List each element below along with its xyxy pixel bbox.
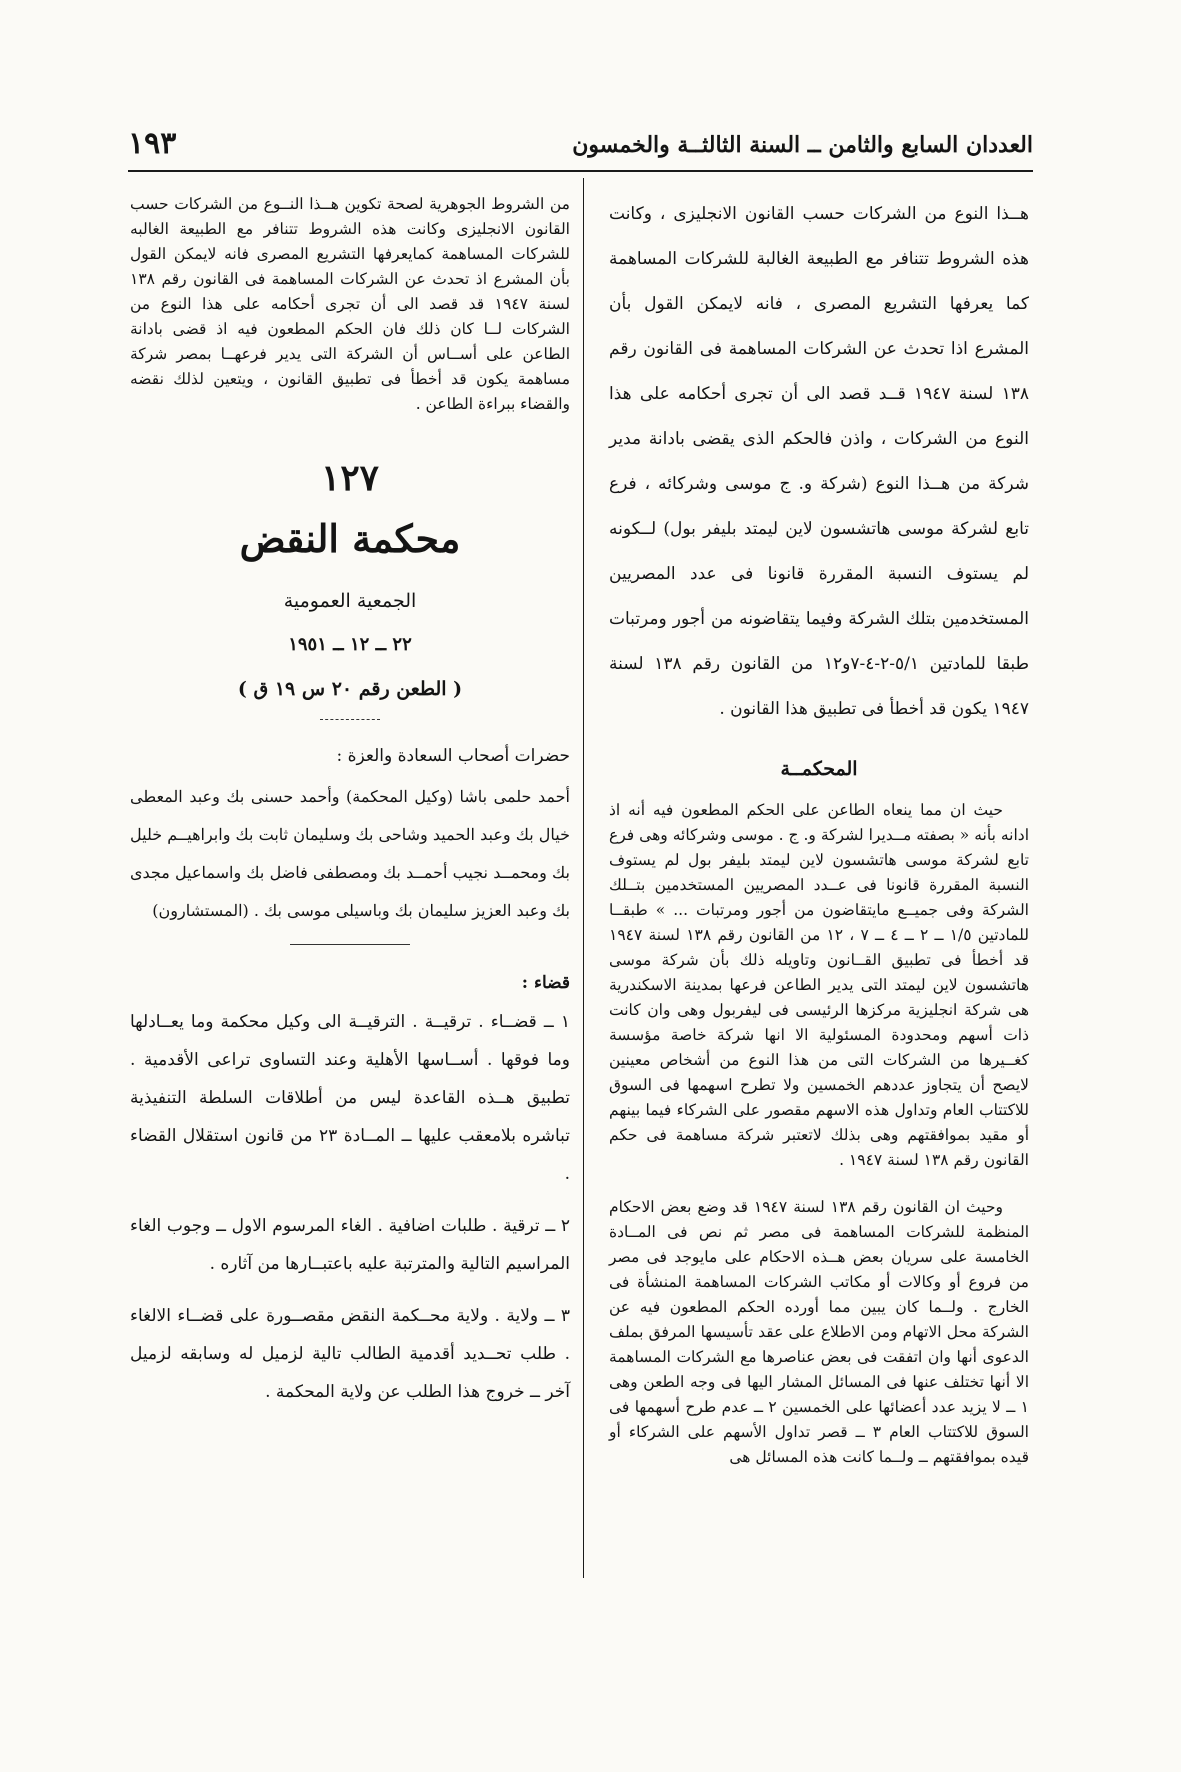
justices-list: أحمد حلمى باشا (وكيل المحكمة) وأحمد حسنى بك وعبد المعطى خيال بك وعبد الحميد وشاحى بك وسليمان ثابت بك وابراهيــم خليل بك ومحمــد نجيب أحمــد بك ومصطفى فاضل بك واسماعيل مجدى بك وعبد العزيز سليمان بك وباسيلى موسى بك . (المستشارون) [130, 787, 570, 920]
continuation-paragraph: من الشروط الجوهرية لصحة تكوين هــذا النــوع من الشركات حسب القانون الانجليزى وكانت هذه الشروط تتنافر مع الطبيعة الغالبه للشركات المساهمة كمايعرفها التشريع المصرى فانه لايمكن القول بأن المشرع اذ تحدث عن الشركات المساهمة فى القانون رقم ١٣٨ لسنة ١٩٤٧ قد قصد الى أن تجرى أحكامه على هذا النوع من الشركات لــا كان ذلك فان الحكم المطعون فيه اذ قضى بادانة الطاعن على أســاس أن الشركة التى يدير فرعهــا بمصر شركة مساهمة يكون قد أخطأ فى تطبيق القانون ، ويتعين لذلك نقضه والقضاء ببراءة الطاعن . [130, 195, 570, 413]
court-paragraph-1: حيث ان مما ينعاه الطاعن على الحكم المطعون فيه أنه اذ ادانه بأنه « بصفته مــديرا لشركة و. ج . موسى وشركائه وهى فرع تابع لشركة موسى هاتشسون لاين ليمتد بليفر بول لم يستوف النسبة المقررة قانونا فى عــدد المصريين المستخدمين بتــلك الشركة وفى جميــع مايتقاضون من أجور ومرتبات ... » طبقــا للمادتين ١/٥ ــ ٢ ــ ٤ ــ ٧ ، ١٢ من القانون رقم ١٣٨ لسنة ١٩٤٧ قد أخطأ فى تطبيق القــانون وتاويله ذلك بأن شركة موسى هاتشسون لاين ليمتد التى يدير الطاعن فرعها بمدينة الاسكندرية هى شركة انجليزية مركزها الرئيسى فى ليفربول وهى وان كانت ذات أسهم ومحدودة المسئولية الا انها شركة خاصة مؤسسة كغــيرها من الشركات التى من هذا النوع من أشخاص معينين لايصح أن يتجاوز عددهم الخمسين ولا تطرح اسهمها فى السوق للاكتتاب العام وتداول هذه الاسهم مقصور على الشركاء فيما بينهم أو مقيد بموافقتهم وهى بذلك لاتعتبر شركة مساهمة فى حكم القانون رقم ١٣٨ لسنة ١٩٤٧ . [609, 801, 1029, 1169]
court-heading: المحكمــة [780, 758, 858, 780]
court-name: محكمة النقض [239, 516, 461, 561]
page-number: ١٩٣ [128, 126, 177, 161]
spacer [130, 417, 570, 453]
ruling-2: ٢ ــ ترقية . طلبات اضافية . الغاء المرسوم الاول ــ وجوب الغاء المراسيم التالية والمترتبة عليه باعتبــارها من آثاره . [130, 1216, 570, 1274]
column-divider [583, 178, 584, 1578]
left-column [130, 192, 570, 1425]
ruling-1: ١ ــ قضــاء . ترقيــة . الترقيــة الى وكيل محكمة وما يعــادلها وما فوقها . أســاسها الأهلية وعند التساوى تراعى الأقدمية . تطبيق هــذه القاعدة ليس من أطلاقات السلطة التنفيذية تباشره بلامعقب عليها ــ المــادة ٢٣ من قانون استقلال القضاء . [130, 1012, 571, 1184]
right-column [609, 192, 1029, 1470]
intro-paragraph: هــذا النوع من الشركات حسب القانون الانجليزى ، وكانت هذه الشروط تتنافر مع الطبيعة الغالبة للشركات المساهمة كما يعرفها التشريع المصرى ، فانه لايمكن القول بأن المشرع اذا تحدث عن الشركات المساهمة فى القانون رقم ١٣٨ لسنة ١٩٤٧ قــد قصد الى أن تجرى أحكامه على هذا النوع من الشركات ، واذن فالحكم الذى يقضى بادانة مدير شركة من هــذا النوع (شركة و. ج موسى وشركائه ، فرع تابع لشركة موسى هاتشسون لاين ليمتد بليفر بول) لــكونه لم يستوف النسبة المقررة قانونا فى عدد المصريين المستخدمين بتلك الشركة وفيما يتقاضونه من أجور ومرتبات طبقا للمادتين ٥/١-٢-٤-٧و١٢ من القانون رقم ١٣٨ لسنة ١٩٤٧ يكون قد أخطأ فى تطبيق هذا القانون . [609, 204, 1029, 719]
rulings-heading: قضاء : [521, 973, 570, 993]
assembly-title: الجمعية العمومية [283, 590, 417, 612]
short-divider [320, 719, 380, 720]
appeal-number: ( الطعن رقم ٢٠ س ١٩ ق ) [237, 678, 463, 700]
case-number: ١٢٧ [320, 457, 379, 499]
court-paragraph-2: وحيث ان القانون رقم ١٣٨ لسنة ١٩٤٧ قد وضع بعض الاحكام المنظمة للشركات المساهمة فى مصر ثم نص فى المــادة الخامسة على سريان بعض هــذه الاحكام على مايوجد فى مصر من فروع أو وكالات أو مكاتب الشركات المساهمة المنشأة فى الخارج . ولــما كان يبين مما أورده الحكم المطعون فيه عن الشركة محل الاتهام ومن الاطلاع على عقد تأسيسها المرفق بملف الدعوى أنها وان اتفقت فى بعض عناصرها مع الشركات المساهمة الا أنها تختلف عنها فى المسائل المشار اليها فى وجه الطعن وهى ١ ــ لا يزيد عدد أعضائها على الخمسين ٢ ــ عدم طرح أسهمها فى السوق للاكتتاب العام ٣ ــ قصر تداول الأسهم على الشركاء أو قيده بموافقتهم ــ ولــما كانت هذه المسائل هى [609, 1198, 1029, 1466]
justices-heading: حضرات أصحاب السعادة والعزة : [336, 746, 570, 766]
page-header [128, 124, 1033, 166]
running-title: العددان السابع والثامن ــ السنة الثالثــة والخمسون [572, 132, 1033, 158]
ruling-3: ٣ ــ ولاية . ولاية محــكمة النقض مقصــورة على قضــاء الالغاء . طلب تحــديد أقدمية الطالب تالية لزميل له وسابقه لزميل آخر ــ خروج هذا الطلب عن ولاية المحكمة . [130, 1306, 570, 1402]
judgment-date: ٢٢ ــ ١٢ ــ ١٩٥١ [288, 634, 412, 655]
paragraph-gap [609, 1173, 1029, 1195]
section-divider [290, 944, 410, 945]
header-rule [128, 170, 1033, 172]
